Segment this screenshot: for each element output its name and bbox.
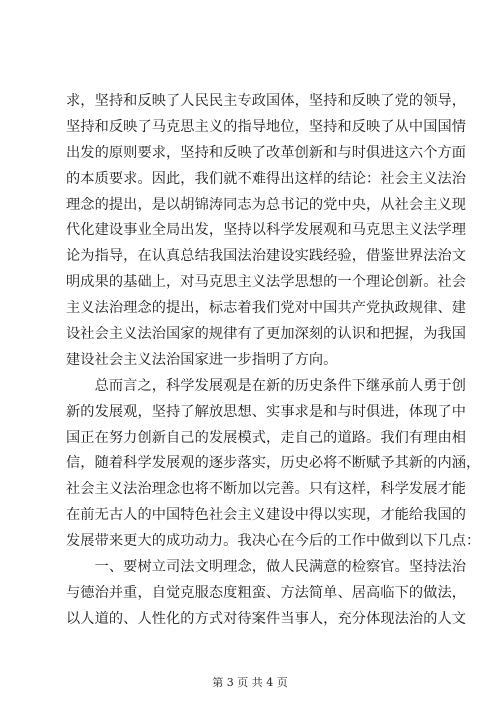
text-line: 信，随着科学发展观的逐步落实，历史必将不断赋予其新的内涵， xyxy=(66,455,481,472)
body-text xyxy=(66,89,481,633)
text-line: 代化建设事业全局出发，坚持以科学发展观和马克思主义法学理 xyxy=(66,222,467,239)
text-line: 新的发展观，坚持了解放思想、实事求是和与时俱进，体现了中 xyxy=(66,403,467,420)
text-line: 主义法治理念的提出，标志着我们党对中国共产党执政规律、建 xyxy=(66,300,467,317)
text-line: 出发的原则要求，坚持和反映了改革创新和与时俱进这六个方面 xyxy=(66,144,467,161)
page-number-footer: 第 3 页 共 4 页 xyxy=(212,676,288,689)
text-line: 理念的提出，是以胡锦涛同志为总书记的党中央，从社会主义现 xyxy=(66,196,467,213)
text-line: 在前无古人的中国特色社会主义建设中得以实现，才能给我国的 xyxy=(66,507,467,524)
text-line: 论为指导，在认真总结我国法治建设实践经验，借鉴世界法治文 xyxy=(66,248,467,265)
text-line: 国正在努力创新自己的发展模式，走自己的道路。我们有理由相 xyxy=(66,429,467,446)
text-line: 与德治并重，自觉克服态度粗蛮、方法简单、居高临下的做法， xyxy=(66,584,467,601)
text-line: 建设社会主义法治国家进一步指明了方向。 xyxy=(66,351,338,368)
text-line: 明成果的基础上，对马克思主义法学思想的一个理论创新。社会 xyxy=(66,274,467,291)
text-line: 总而言之，科学发展观是在新的历史条件下继承前人勇于创 xyxy=(66,377,467,394)
text-line: 的本质要求。因此，我们就不难得出这样的结论：社会主义法治 xyxy=(66,170,467,187)
text-line: 求，坚持和反映了人民民主专政国体，坚持和反映了党的领导， xyxy=(66,93,467,109)
text-line: 坚持和反映了马克思主义的指导地位，坚持和反映了从中国国情 xyxy=(66,118,467,135)
text-line: 发展带来更大的成功动力。我决心在今后的工作中做到以下几点： xyxy=(66,533,481,550)
text-line: 设社会主义法治国家的规律有了更加深刻的认识和把握，为我国 xyxy=(66,326,467,343)
text-line: 一、要树立司法文明理念，做人民满意的检察官。坚持法治 xyxy=(66,559,467,576)
text-line: 以人道的、人性化的方式对待案件当事人，充分体现法治的人文 xyxy=(66,610,467,627)
text-line: 社会主义法治理念也将不断加以完善。只有这样，科学发展才能 xyxy=(66,481,467,498)
